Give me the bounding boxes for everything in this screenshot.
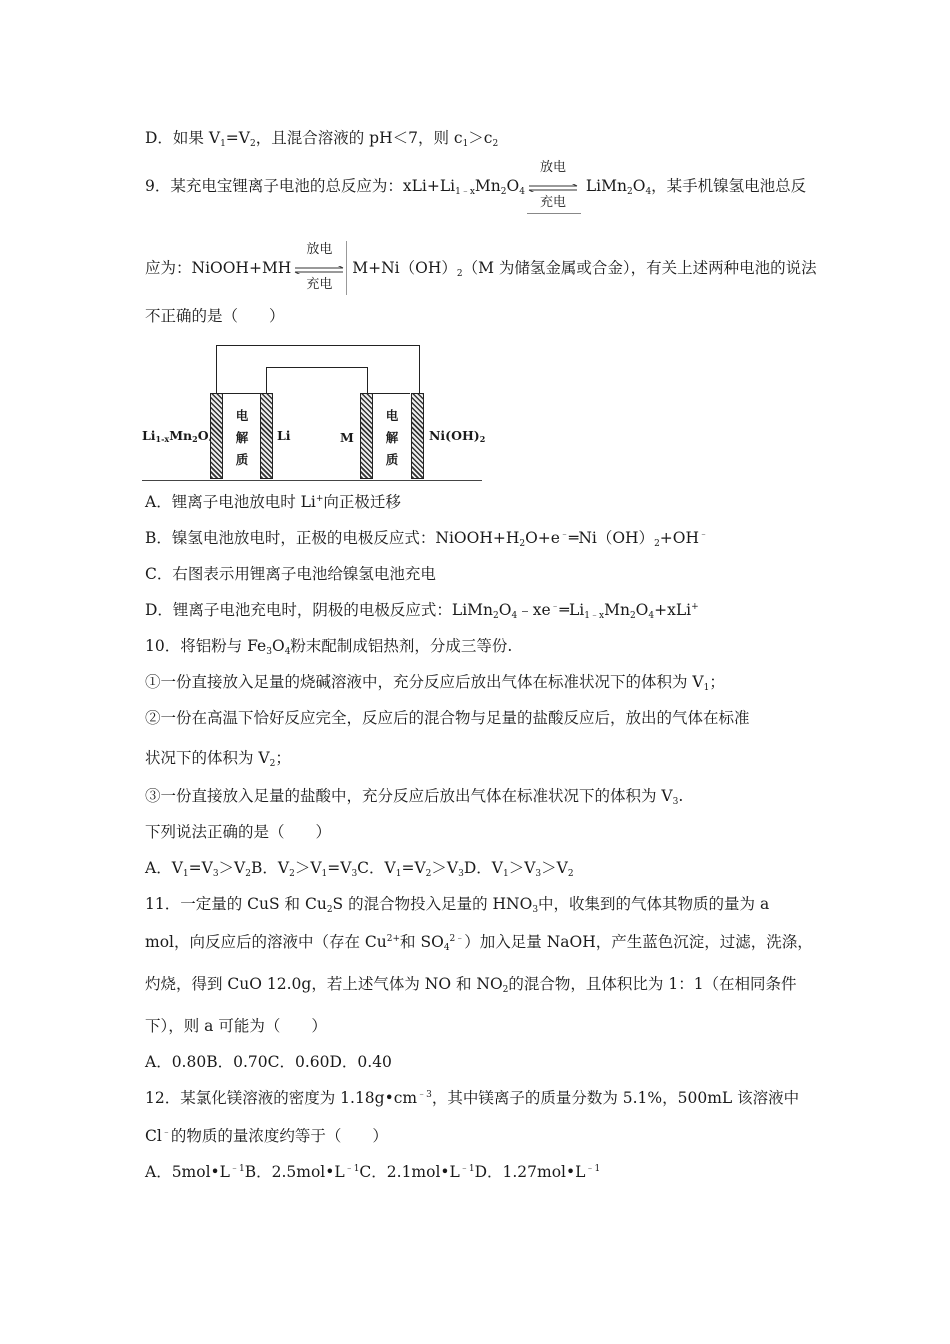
q12-stem-line-1: 12．某氯化镁溶液的密度为 $1.18g•cm^{﹣3}$，其中镁离子的质量分数为 5.1%，500mL 该溶液中 bbox=[145, 1089, 800, 1107]
q10-stem-line-1: 10．将铝粉与 $Fe_3O_4$粉末配制成铝热剂，分成三等份. bbox=[145, 637, 513, 657]
q9-option-d: D．锂离子电池充电时，阴极的电极反应式：$LiMn_2O_4﹣xe^﹣═Li_{1﹣x}Mn_2O_4+xLi^+$ bbox=[145, 601, 699, 621]
q9-option-a: A．锂离子电池放电时 Li+向正极迁移 bbox=[145, 493, 401, 511]
q9-stem-line-1: 9．某充电宝锂离子电池的总反应为：$xLi+Li_{1﹣x}Mn_2O_4$ 放电 充电 $LiMn_2O_4$，某手机镍氢电池总反 bbox=[145, 176, 806, 197]
battery-cell-diagram bbox=[142, 343, 486, 483]
q9-option-c: C．右图表示用锂离子电池给镍氢电池充电 bbox=[145, 565, 436, 583]
q10-stem-line-2: ①一份直接放入足量的烧碱溶液中，充分反应后放出气体在标准状况下的体积为 $V_1$； bbox=[145, 673, 725, 693]
nioh2-electrode-plate bbox=[411, 393, 424, 479]
q9-stem-line-3: 不正确的是（ ） bbox=[145, 307, 285, 325]
q12-stem-line-2: Cl﹣的物质的量浓度约等于（ ） bbox=[145, 1127, 388, 1145]
q10-options: A．$V_1=V_3>V_2B$．$V_2>V_1=V_3C$．$V_1=V_2>V_3D$．$V_1>V_3>V_2$ bbox=[145, 859, 574, 879]
equilibrium-harpoons-icon bbox=[527, 184, 579, 192]
q10-stem-line-3: ②一份在高温下恰好反应完全，反应后的混合物与足量的盐酸反应后，放出的气体在标准 bbox=[145, 709, 750, 727]
left-electrolyte-label: 电解质 bbox=[235, 408, 249, 467]
diagram-baseline bbox=[142, 480, 482, 481]
reversible-arrow: 放电 充电 bbox=[527, 177, 579, 197]
q8-option-d: D．如果 $V_1=V_2$，且混合溶液的 pH＜7，则 $c_1>c_2$ bbox=[145, 129, 499, 149]
q11-options: A．0.80B．0.70C．0.60D．0.40 bbox=[145, 1053, 392, 1071]
q11-stem-line-2: mol，向反应后的溶液中（存在 $Cu^{2+}$和 $SO_4^{2﹣}$）加入足量 NaOH，产生蓝色沉淀，过滤，洗涤， bbox=[145, 933, 813, 953]
q12-options: A．$5mol•L^{﹣1}B$．$2.5mol•L^{﹣1}C$．$2.1mol•L^{﹣1}D$．$1.27mol•L^{﹣1}$ bbox=[145, 1163, 601, 1181]
q11-stem-line-4: 下），则 a 可能为（ ） bbox=[145, 1017, 327, 1035]
equilibrium-harpoons-icon bbox=[293, 266, 345, 274]
q10-stem-line-5: ③一份直接放入足量的盐酸中，充分反应后放出气体在标准状况下的体积为 $V_3$. bbox=[145, 787, 684, 807]
left-electrode-label: $Li_{1-x}Mn_2O$ bbox=[142, 428, 209, 444]
li-label: Li bbox=[277, 428, 291, 443]
q9-option-b: B．镍氢电池放电时，正极的电极反应式：$NiOOH+H_2O+e^﹣═Ni(OH)_2+OH^﹣$ bbox=[145, 529, 709, 549]
right-electrolyte-label: 电解质 bbox=[385, 408, 399, 467]
m-label: M bbox=[340, 430, 354, 445]
reversible-arrow: 放电 充电 bbox=[293, 259, 345, 279]
q11-stem-line-1: 11．一定量的 CuS 和 $Cu_2S$ 的混合物投入足量的 $HNO_3$中，收集到的气体其物质的量为 a bbox=[145, 895, 770, 915]
li-electrode-plate bbox=[260, 393, 273, 479]
inner-wire bbox=[266, 367, 368, 394]
q11-stem-line-3: 灼烧，得到 CuO 12.0g，若上述气体为 NO 和 $NO_2$的混合物，且体积比为 1：1（在相同条件 bbox=[145, 975, 797, 995]
q10-stem-line-4: 状况下的体积为 $V_2$； bbox=[145, 749, 291, 769]
q9-stem-line-2: 应为：NiOOH+MH 放电 充电 $M+Ni(OH)_2(M$ 为储氢金属或合金），有关上述两种电池的说法 bbox=[145, 258, 817, 279]
right-electrode-label: $Ni(OH)_2$ bbox=[429, 428, 486, 444]
q10-stem-line-6: 下列说法正确的是（ ） bbox=[145, 823, 332, 841]
